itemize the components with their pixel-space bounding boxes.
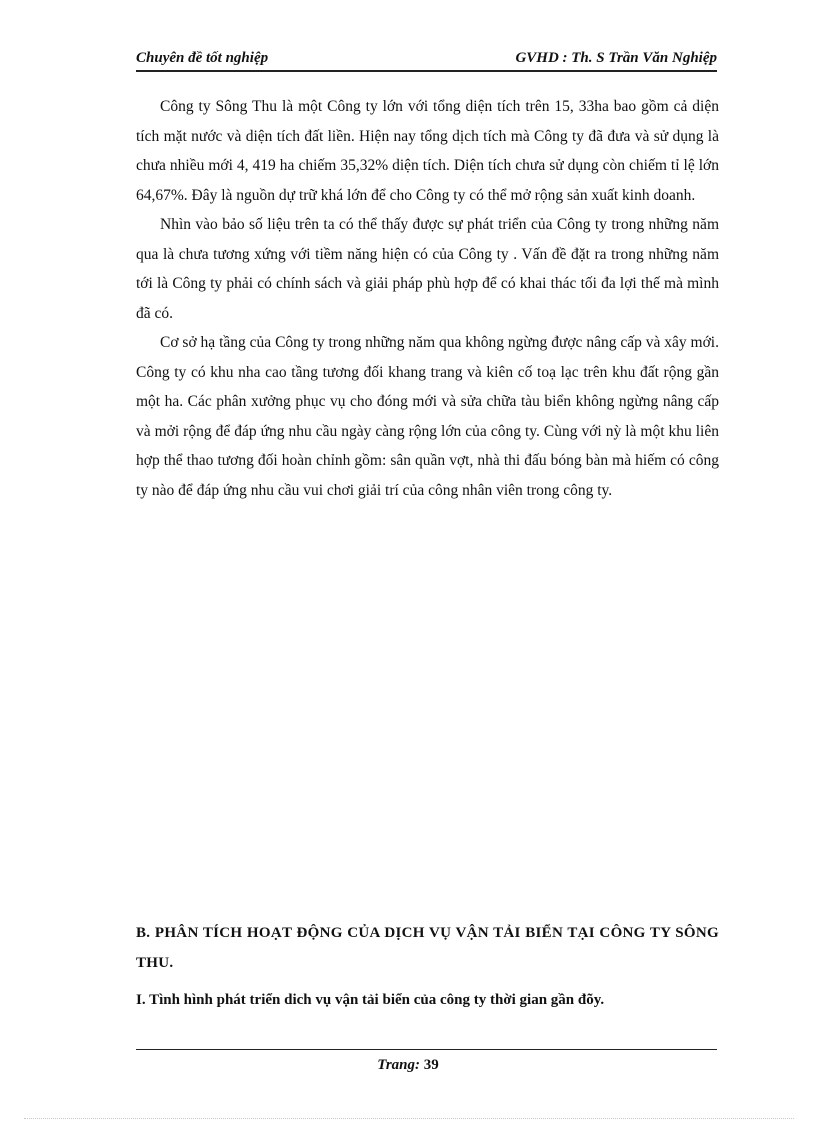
page-header [136, 48, 717, 72]
header-advisor: GVHD : Th. S Trần Văn Nghiệp [515, 50, 717, 66]
page-number: 39 [423, 1057, 439, 1073]
page-label: Trang: [377, 1057, 421, 1073]
header-document-title: Chuyên đề tốt nghiệp [136, 50, 269, 66]
paragraph-3: Cơ sở hạ tầng của Công ty trong những năm qua không ngừng được nâng cấp và xây mới. Công ty có khu nha cao tầng tương đối khang trang và kiên cố toạ lạc trên khu đất rộng gần một ha. Các phân xưởng phục vụ cho đóng mới và sửa chữa tàu biển không ngừng nâng cấp và mởi rộng để đáp ứng nhu cầu ngày càng rộng lớn của công ty. Cùng với nỳ là một khu liên hợp thể thao tương đối hoàn chỉnh gồm: sân quần vợt, nhà thi đấu bóng bàn mà hiếm có công ty nào để đáp ứng nhu cầu vui chơi giải trí của công nhân viên trong công ty. [136, 334, 719, 499]
subsection-heading: I. Tình hình phát triển dich vụ vận tải biển của công ty thời gian gần đõy. [136, 992, 605, 1008]
footer-divider [136, 1049, 717, 1050]
page-edge-divider [24, 1118, 794, 1119]
body-text [136, 92, 719, 505]
paragraph-2: Nhìn vào bảo số liệu trên ta có thể thấy được sự phát triển của Công ty trong những năm qua là chưa tương xứng với tiềm năng hiện có của Công ty . Vấn đề đặt ra trong những năm tới là Công ty phải có chính sách và giải pháp phù hợp để có khai thác tối đa lợi thế mà mình đã có. [136, 216, 719, 322]
paragraph-1: Công ty Sông Thu là một Công ty lớn với tổng diện tích trên 15, 33ha bao gồm cả diện tích mặt nước và diện tích đất liền. Hiện nay tổng dịch tích mà Công ty đã đưa và sử dụng là chưa nhiều mới 4, 419 ha chiếm 35,32% diện tích. Diện tích chưa sử dụng còn chiếm tỉ lệ lớn 64,67%. Đây là nguồn dự trữ khá lớn để cho Công ty có thể mở rộng sản xuất kinh doanh. [136, 98, 719, 204]
page-footer [0, 1055, 816, 1075]
section-heading: B. PHÂN TÍCH HOẠT ĐỘNG CỦA DỊCH VỤ VẬN TẢI BIỂN TẠI CÔNG TY SÔNG THU. [136, 925, 719, 971]
